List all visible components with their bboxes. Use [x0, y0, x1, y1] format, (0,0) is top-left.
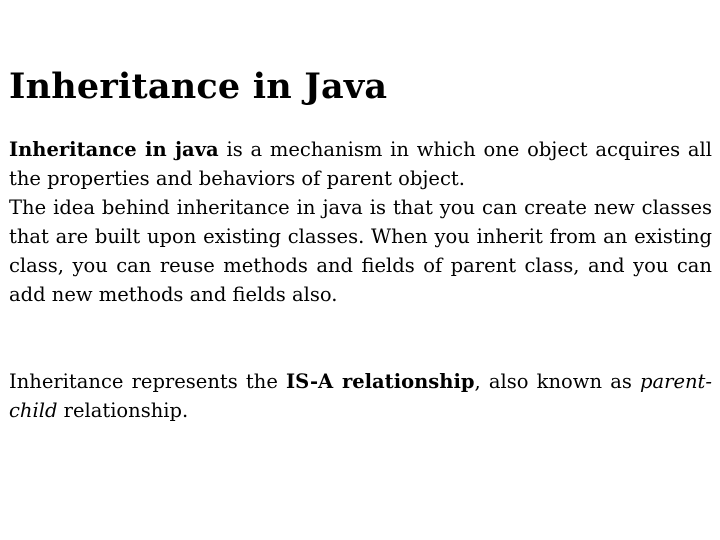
bold-term-is-a: IS-A relationship: [286, 370, 475, 393]
bold-term-inheritance: Inheritance in java: [9, 138, 219, 161]
paragraph-relationship: [9, 367, 712, 425]
paragraph-definition: [9, 135, 712, 193]
italic-term-parent-child: parent-child: [9, 370, 712, 422]
relationship-tail: relationship.: [57, 399, 189, 422]
relationship-lead: Inheritance represents the: [9, 370, 287, 393]
definition-text: is a mechanism in which one object acquires all the properties and behaviors of parent object.: [9, 138, 713, 190]
paragraph-spacer: [9, 309, 712, 367]
relationship-middle: , also known as: [474, 370, 641, 393]
paragraph-idea: The idea behind inheritance in java is that you can create new classes that are built upon existing classes. When you inherit from an existing class, you can reuse methods and fields of parent class, and you can add new methods and fields also.: [9, 196, 712, 306]
slide: [9, 0, 712, 540]
slide-body: [9, 135, 712, 425]
slide-title: Inheritance in Java: [9, 66, 388, 107]
